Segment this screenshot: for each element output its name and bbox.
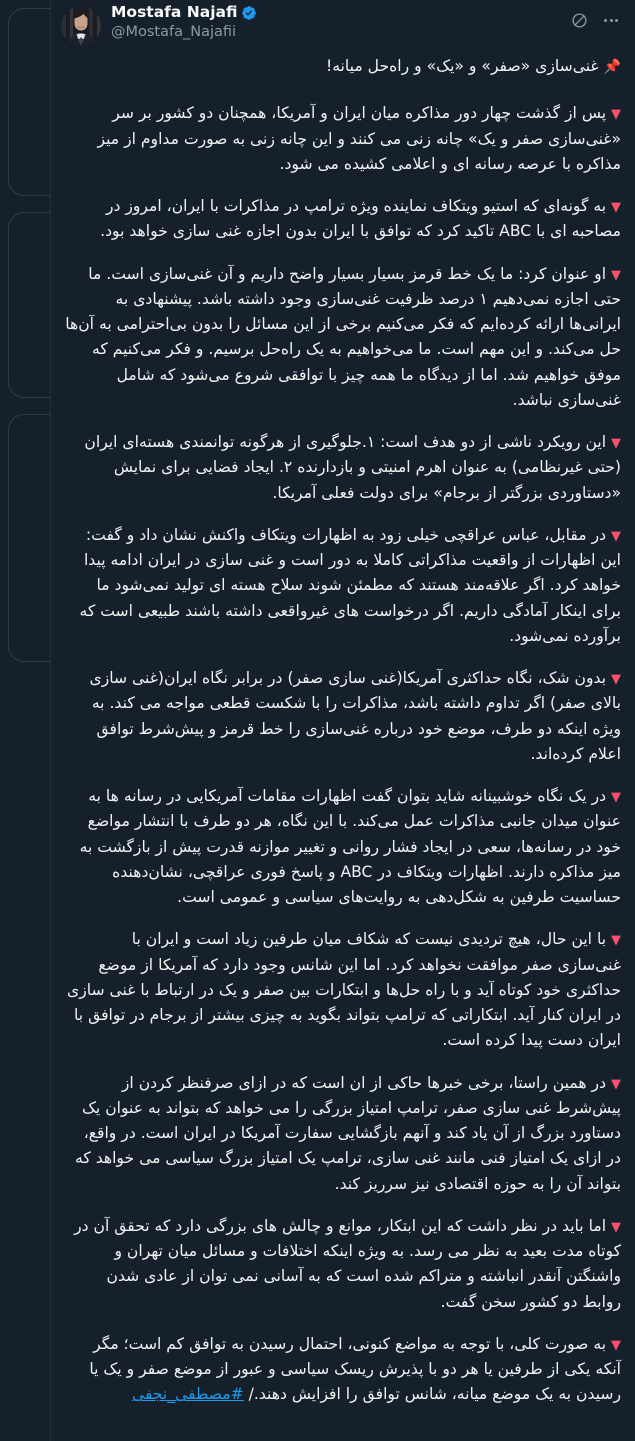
bullet-marker-icon: ▼ xyxy=(611,200,621,215)
tweet-header xyxy=(51,0,635,46)
bullet-marker-icon: ▼ xyxy=(611,267,621,283)
bullet-marker-icon: ▼ xyxy=(611,528,621,544)
tweet-paragraph xyxy=(65,666,621,767)
pin-icon: 📌 xyxy=(603,59,621,75)
rail-card-2[interactable] xyxy=(8,212,50,398)
tweet-text-body xyxy=(51,46,635,1408)
bullet-marker-icon: ▼ xyxy=(611,933,621,949)
paragraph-text: این رویکرد ناشی از دو هدف است: ۱.جلوگیری از هرگونه توانمندی هسته‌ای ایران (حتی غیرنظامی) به عنوان اهرم امنیتی و بازدارنده ۲. ایجاد فضایی برای نمایش «دستاوردی بزرگتر از برجام» برای دولت فعلی آمریکا. xyxy=(79,433,621,502)
verified-badge-icon xyxy=(241,5,257,21)
hashtag-link[interactable]: #مصطفی_نجفی xyxy=(131,1385,244,1404)
display-name-row[interactable] xyxy=(111,4,569,22)
not-interested-icon[interactable] xyxy=(569,10,589,30)
paragraph-text: او عنوان کرد: ما یک خط قرمز بسیار بسیار واضح داریم و آن غنی‌سازی است. ما حتی اجازه نمی‌دهیم ۱ درصد ظرفیت غنی‌سازی وجود داشته باشد. پیشنهادی به ایرانی‌ها ارائه کرده‌ایم که فکر می‌کنیم برخی از این مسائل را بدون بی‌احترامی به آن‌ها حل می‌کند. و این مهم است. ما می‌خواهیم به یک راه‌حل برسیم. و فکر می‌کنیم که موفق خواهیم شد. اما از دیدگاه ما همه چیز با توافقی شروع می‌شود که شامل غنی‌سازی نباشد. xyxy=(60,264,621,409)
tweet-title xyxy=(65,54,621,79)
tweet-column xyxy=(50,0,635,1441)
author-info xyxy=(111,4,569,40)
header-actions xyxy=(569,10,623,30)
tweet-paragraph xyxy=(65,523,621,649)
paragraph-text: بدون شک، نگاه حداکثری آمریکا(غنی سازی صفر) در برابر نگاه ایران(غنی سازی بالای صفر) اگر تداوم داشته باشد، مذاکرات را با شکست قطعی مواجه می کند. به ویژه اینکه دو طرف، موضع خود درباره غنی‌سازی را خط قرمز و پیش‌شرط توافق اعلام کرده‌اند. xyxy=(84,669,621,763)
paragraph-text: در یک نگاه خوشبینانه شاید بتوان گفت اظهارات مقامات آمریکایی در رسانه ها به عنوان میدان جانبی مذاکرات عمل می‌کند. با این نگاه، هر دو طرف با انتشار مواضع خود در رسانه‌ها، سعی در ایجاد فشار روانی و تغییر موازنه قدرت پیش از بازگشت به میز مذاکره دارند. اظهارات ویتکاف در ABC و پاسخ فوری عراقچی، نشان‌دهنده حساسیت طرفین به شکل‌دهی به روایت‌های سیاسی و عمومی است. xyxy=(74,787,621,906)
avatar[interactable] xyxy=(61,6,101,46)
tweet-paragraph-final xyxy=(65,1332,621,1408)
paragraph-text: با این حال، هیچ تردیدی نیست که شکاف میان طرفین زیاد است و ایران با غنی‌سازی صفر موافقت نخواهد کرد. اما این شانس وجود دارد که آمریکا از موضع حداکثری خود کوتاه آید و با راه حل‌ها و ابتکارات بین صفر و یک در ارتباط با غنی سازی در ایران کنار آید. ابتکاراتی که ترامپ بتواند بگوید به چیزی بیشتر از برجام در توافق با ایران دست پیدا کرده است. xyxy=(62,930,621,1050)
rail-card-1[interactable] xyxy=(8,8,50,196)
paragraph-text: پس از گذشت چهار دور مذاکره میان ایران و آمریکا، همچنان دو کشور بر سر «غنی‌سازی صفر و یک» چانه زنی می کنند و این چانه زنی به صورت مداوم از میز مذاکره با عرصه رسانه ای و اعلامی کشیده می شود. xyxy=(92,104,621,173)
tweet-title-text: غنی‌سازی «صفر» و «یک» و راه‌حل میانه! xyxy=(325,57,604,75)
bullet-marker-icon: ▼ xyxy=(611,1219,621,1235)
bullet-marker-icon: ▼ xyxy=(611,790,621,805)
paragraph-text: به صورت کلی، با توجه به مواضع کنونی، احتمال رسیدن به توافق کم است؛ مگر آنکه یکی از طرفین یا هر دو با پذیرش ریسک سیاسی و عبور از موضع صفر و یک یا رسیدن به یک موضع میانه، شانس توافق را افزایش دهند./ xyxy=(84,1334,621,1404)
tweet-paragraph xyxy=(62,927,621,1053)
paragraph-text: به گونه‌ای که استیو ویتکاف نماینده ویژه ترامپ در مذاکرات با ایران، امروز در مصاحبه ای با ABC تاکید کرد که توافق با ایران بدون اجازه غنی سازی خواهد بود. xyxy=(100,197,621,241)
tweet-paragraph xyxy=(65,784,621,910)
tweet-paragraph xyxy=(65,101,621,177)
bullet-marker-icon: ▼ xyxy=(611,1076,621,1092)
bullet-marker-icon: ▼ xyxy=(611,107,621,123)
bullet-marker-icon: ▼ xyxy=(611,436,621,451)
author-handle[interactable]: @Mostafa_Najafii xyxy=(111,23,237,40)
bullet-marker-icon: ▼ xyxy=(611,672,621,687)
tweet-paragraph xyxy=(65,1214,621,1315)
bullet-marker-icon: ▼ xyxy=(611,1337,621,1353)
more-options-icon[interactable] xyxy=(601,10,621,30)
display-name: Mostafa Najafi xyxy=(111,3,238,21)
right-sidebar xyxy=(0,0,50,1441)
tweet-paragraph xyxy=(65,194,621,245)
paragraph-text: در همین راستا، برخی خبرها حاکی از ان است که در ازای صرفنظر کردن از پیش‌شرط غنی سازی صفر، ترامپ امتیاز بزرگی را می خواهد که بتواند به عنوان یک دستاورد بزرگ از آن یاد کند و آنهم بازگشایی سفارت آمریکا در ایران است. در واقع، در ازای یک امتیاز فنی مانند غنی سازی، ترامپ یک امتیاز بزرگ سیاسی می خواهد که بتواند آن را به حوزه اقتصادی نیز سرریز کند. xyxy=(69,1073,621,1193)
rail-card-3[interactable] xyxy=(8,414,50,662)
tweet-paragraph xyxy=(65,430,621,506)
tweet-paragraph xyxy=(65,1071,621,1197)
paragraph-text: اما باید در نظر داشت که این ابتکار، موانع و چالش های بزرگی دارد که تحقق آن در کوتاه مدت بعید به نظر می رسد. به ویژه اینکه اختلافات و مسائل میان تهران و واشنگتن آنقدر انباشته و متراکم شده است که به آسانی نمی توان از عادی شدن روابط دو کشور سخن گفت. xyxy=(69,1216,621,1311)
tweet-paragraph xyxy=(60,262,621,414)
paragraph-text: در مقابل، عباس عراقچی خیلی زود به اظهارات ویتکاف واکنش نشان داد و گفت: این اظهارات از واقعیت مذاکراتی کاملا به دور است و غنی سازی در ایران ادامه پیدا خواهد کرد. اگر علاقه‌مند هستند که مطمئن شوند سلاح هسته ای تولید نمی‌شود ما برای اینکار آمادگی داریم. اگر درخواست های غیرواقعی داشته باشند طبیعی است که برآورده نمی‌شود. xyxy=(74,525,621,645)
